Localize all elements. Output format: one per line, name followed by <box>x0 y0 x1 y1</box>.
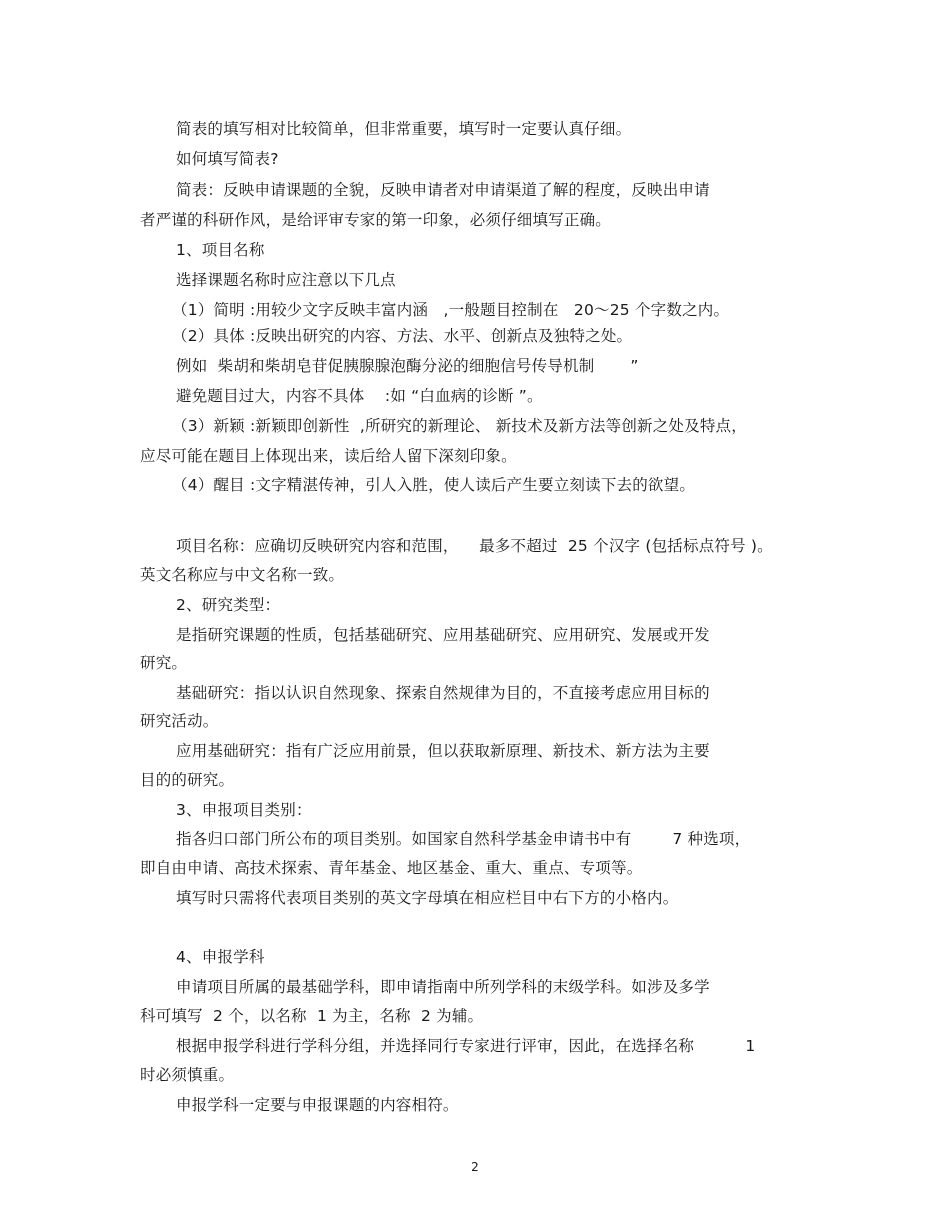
section-heading: 1、项目名称 <box>176 241 265 259</box>
paragraph-line: 研究。 <box>140 654 188 672</box>
paragraph-line: 简表：反映申请课题的全貌，反映申请者对申请渠道了解的程度，反映出申请 <box>176 181 710 199</box>
paragraph-line: 即自由申请、高技术探索、青年基金、地区基金、重大、重点、专项等。 <box>140 859 643 877</box>
list-item: （3）新颖 :新颖即创新性 ,所研究的新理论、 新技术及新方法等创新之处及特点， <box>172 417 747 435</box>
paragraph-line: 应尽可能在题目上体现出来，读后给人留下深刻印象。 <box>140 447 517 465</box>
paragraph-line: 如何填写简表? <box>176 150 279 168</box>
paragraph-line: 例如 柴胡和柴胡皂苷促胰腺腺泡酶分泌的细胞信号传导机制 ” <box>176 357 639 375</box>
list-item: （4）醒目 :文字精湛传神，引人入胜，使人读后产生要立刻读下去的欲望。 <box>172 476 696 494</box>
paragraph-line: 项目名称：应确切反映研究内容和范围， 最多不超过 25 个汉字 (包括标点符号 )。 <box>176 537 773 555</box>
paragraph-line: 指各归口部门所公布的项目类别。如国家自然科学基金申请书中有 7 种选项， <box>176 830 751 848</box>
paragraph-line: 英文名称应与中文名称一致。 <box>140 566 345 584</box>
paragraph-line: 选择课题名称时应注意以下几点 <box>176 271 396 289</box>
paragraph-line: 填写时只需将代表项目类别的英文字母填在相应栏目中右下方的小格内。 <box>176 889 679 907</box>
paragraph-line: 根据申报学科进行学科分组，并选择同行专家进行评审，因此，在选择名称 1 <box>176 1037 756 1055</box>
list-item: （1）简明 :用较少文字反映丰富内涵 ,一般题目控制在 20～25 个字数之内。 <box>172 301 730 319</box>
paragraph-line: 目的的研究。 <box>140 771 235 789</box>
paragraph-line: 时必须慎重。 <box>140 1066 235 1084</box>
section-heading: 2、研究类型： <box>176 596 281 614</box>
paragraph-line: 是指研究课题的性质，包括基础研究、应用基础研究、应用研究、发展或开发 <box>176 626 710 644</box>
section-heading: 3、申报项目类别： <box>176 801 312 819</box>
paragraph-line: 研究活动。 <box>140 712 219 730</box>
paragraph-line: 申报学科一定要与申报课题的内容相符。 <box>176 1096 459 1114</box>
list-item: （2）具体 :反映出研究的内容、方法、水平、创新点及独特之处。 <box>172 327 633 345</box>
paragraph-line: 申请项目所属的最基础学科，即申请指南中所列学科的末级学科。如涉及多学 <box>176 978 710 996</box>
paragraph-line: 基础研究：指以认识自然现象、探索自然规律为目的，不直接考虑应用目标的 <box>176 684 710 702</box>
paragraph-line: 科可填写 2 个，以名称 1 为主，名称 2 为辅。 <box>140 1007 484 1025</box>
section-heading: 4、申报学科 <box>176 948 265 966</box>
paragraph-line: 避免题目过大，内容不具体 :如 “白血病的诊断 ”。 <box>176 387 543 405</box>
paragraph-line: 简表的填写相对比较简单，但非常重要，填写时一定要认真仔细。 <box>176 120 632 138</box>
paragraph-line: 应用基础研究：指有广泛应用前景，但以获取新原理、新技术、新方法为主要 <box>176 742 710 760</box>
page-number: 2 <box>471 1160 479 1174</box>
paragraph-line: 者严谨的科研作风，是给评审专家的第一印象，必须仔细填写正确。 <box>140 211 612 229</box>
